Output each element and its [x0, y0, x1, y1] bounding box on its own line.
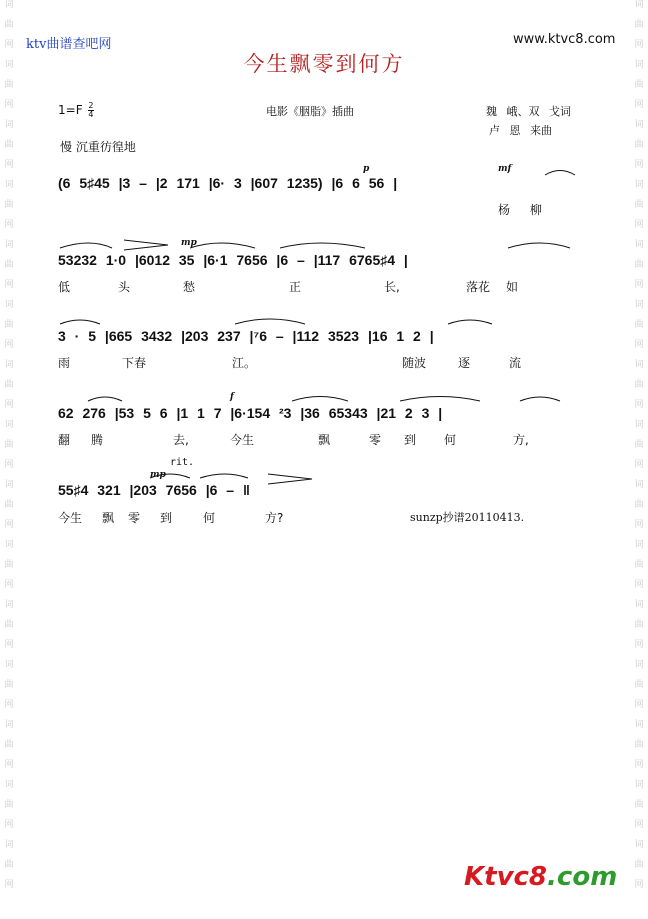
- lyric-syllable: 何: [444, 433, 457, 447]
- side-watermark-char: 网: [634, 100, 644, 110]
- side-watermark-char: 网: [634, 580, 644, 590]
- lyric-syllable: 零: [128, 511, 141, 525]
- lyric-syllable: 去,: [173, 433, 189, 447]
- side-watermark-char: 网: [4, 160, 14, 170]
- slur-mark: [190, 243, 255, 248]
- side-watermark-char: 曲: [4, 860, 14, 870]
- side-watermark-char: 网: [4, 760, 14, 770]
- side-watermark-char: 网: [4, 820, 14, 830]
- slur-mark: [448, 320, 492, 324]
- side-watermark-char: 词: [634, 240, 644, 250]
- lyrics-line-1: 杨 柳: [498, 203, 542, 217]
- side-watermark-char: 词: [4, 120, 14, 130]
- side-watermark-char: 曲: [634, 20, 644, 30]
- slur-mark: [292, 397, 348, 402]
- side-watermark-char: 网: [4, 220, 14, 230]
- slur-mark: [60, 243, 112, 248]
- score-line-4: 62 276 |53 5 6 |1 1 7 |6·154 ²3 |36 65343 |21 2 3 |: [58, 405, 443, 421]
- lyric-syllable: 雨: [58, 356, 71, 370]
- lyric-syllable: 逐: [458, 356, 471, 370]
- key-label: 1=F: [58, 103, 83, 117]
- side-watermark-char: 网: [4, 520, 14, 530]
- side-watermark-char: 曲: [4, 560, 14, 570]
- slur-mark: [150, 474, 190, 478]
- side-watermark-char: 曲: [634, 560, 644, 570]
- side-watermark-char: 曲: [4, 740, 14, 750]
- side-watermark-char: 曲: [634, 860, 644, 870]
- lyric-syllable: 腾: [91, 433, 104, 447]
- lyric-syllable: 到: [404, 433, 417, 447]
- side-watermark-char: 网: [634, 880, 644, 890]
- side-watermark-char: 网: [4, 460, 14, 470]
- side-watermark-char: 词: [634, 360, 644, 370]
- page-title: 今生飘零到何方: [243, 52, 405, 76]
- side-watermark-char: 网: [4, 700, 14, 710]
- side-watermark-char: 词: [4, 0, 14, 10]
- slur-mark: [200, 474, 248, 478]
- side-watermark-char: 词: [4, 660, 14, 670]
- site-url-right[interactable]: www.ktvc8.com: [513, 32, 616, 47]
- side-watermark-char: 词: [4, 720, 14, 730]
- site-logo[interactable]: [464, 862, 617, 892]
- slur-mark: [520, 397, 560, 401]
- side-watermark-char: 网: [634, 820, 644, 830]
- time-bottom: 4: [88, 110, 94, 119]
- lyricist-credit: 魏 峨、双 戈词: [486, 105, 571, 118]
- side-watermark-char: 曲: [4, 380, 14, 390]
- logo-main: Ktvc8: [464, 862, 548, 892]
- side-watermark-char: 网: [4, 880, 14, 890]
- slur-mark: [545, 171, 575, 176]
- side-watermark-char: 曲: [634, 800, 644, 810]
- dynamic-mf: mf: [498, 164, 512, 174]
- side-watermark-char: 词: [4, 360, 14, 370]
- side-watermark-char: 曲: [634, 140, 644, 150]
- slur-mark: [400, 397, 480, 402]
- side-watermark-char: 词: [4, 780, 14, 790]
- side-watermark-char: 网: [634, 340, 644, 350]
- side-watermark-char: 曲: [4, 260, 14, 270]
- lyric-syllable: 今生: [230, 433, 255, 447]
- score-line-2: 53232 1·0 |6012 35 |6·1 7656 |6 – |117 6765♯4 |: [58, 252, 408, 268]
- side-watermark-char: 词: [634, 480, 644, 490]
- subtitle: 电影《胭脂》插曲: [266, 105, 354, 118]
- side-watermark-char: 曲: [4, 80, 14, 90]
- side-watermark-char: 曲: [634, 380, 644, 390]
- lyric-syllable: 飘: [102, 511, 115, 525]
- side-watermark-char: 曲: [4, 500, 14, 510]
- lyric-syllable: 翻: [58, 433, 71, 447]
- side-watermark-char: 词: [4, 180, 14, 190]
- side-watermark-char: 曲: [634, 200, 644, 210]
- lyric-syllable: 如: [506, 280, 519, 294]
- side-watermark-char: 曲: [4, 680, 14, 690]
- lyric-syllable: 下春: [122, 356, 147, 370]
- lyric-syllable: 江。: [232, 356, 257, 370]
- side-watermark-char: 词: [634, 120, 644, 130]
- tempo-marking: 慢 沉重彷徨地: [60, 140, 136, 154]
- side-watermark-char: 网: [634, 280, 644, 290]
- slur-mark: [235, 319, 305, 324]
- side-watermark-char: 词: [4, 420, 14, 430]
- slur-mark: [88, 397, 122, 401]
- side-watermark-char: 词: [4, 480, 14, 490]
- ritardando-mark: rit.: [170, 457, 195, 468]
- side-watermark-char: 网: [4, 100, 14, 110]
- dynamic-p: p: [363, 164, 370, 174]
- side-watermark-char: 曲: [4, 620, 14, 630]
- side-watermark-char: 词: [4, 600, 14, 610]
- side-watermark-char: 词: [634, 840, 644, 850]
- score-line-3: 3 · 5 |665 3432 |203 237 |⁷6 – |112 3523 |16 1 2 |: [58, 328, 434, 344]
- lyric-syllable: 正: [289, 280, 302, 294]
- dynamic-mp: mp: [181, 238, 197, 248]
- side-watermark-char: 词: [4, 240, 14, 250]
- side-watermark-char: 网: [634, 640, 644, 650]
- side-watermark-char: 曲: [4, 20, 14, 30]
- side-watermark-char: 曲: [4, 800, 14, 810]
- side-watermark-char: 网: [4, 40, 14, 50]
- side-watermark-char: 词: [634, 60, 644, 70]
- side-watermark-char: 网: [4, 280, 14, 290]
- side-watermark-char: 词: [4, 60, 14, 70]
- side-watermark-char: 曲: [634, 620, 644, 630]
- lyric-syllable: 何: [203, 511, 216, 525]
- side-watermark-char: 曲: [634, 320, 644, 330]
- side-watermark-char: 曲: [634, 260, 644, 270]
- logo-tld: com: [556, 862, 618, 892]
- side-watermark-char: 网: [4, 640, 14, 650]
- score-line-1: (6 5♯45 |3 – |2 171 |6· 3 |607 1235) |6 6 56 |: [58, 175, 398, 191]
- composer-credit: 卢 恩 来曲: [489, 124, 552, 137]
- lyric-syllable: 飘: [318, 433, 331, 447]
- side-watermark-char: 词: [634, 300, 644, 310]
- crescendo-wedge: [124, 240, 168, 250]
- logo-dot: .: [547, 862, 557, 892]
- dynamic-f: f: [230, 392, 234, 402]
- side-watermark-char: 网: [634, 220, 644, 230]
- side-watermark-char: 网: [4, 340, 14, 350]
- side-watermark-char: 词: [634, 780, 644, 790]
- side-watermark-char: 曲: [634, 440, 644, 450]
- side-watermark-char: 网: [634, 40, 644, 50]
- side-watermark-char: 词: [634, 420, 644, 430]
- crescendo-wedge: [268, 474, 312, 484]
- transcriber-signature: sunzp抄谱20110413.: [410, 511, 525, 524]
- lyric-syllable: 方,: [513, 433, 529, 447]
- slur-mark: [280, 243, 365, 248]
- side-watermark-char: 曲: [634, 500, 644, 510]
- side-watermark-char: 词: [4, 840, 14, 850]
- lyric-syllable: 流: [509, 356, 522, 370]
- side-watermark-char: 网: [4, 580, 14, 590]
- lyric-syllable: 方?: [265, 511, 284, 525]
- lyric-syllable: 今生: [58, 511, 83, 525]
- lyric-syllable: 随波: [402, 356, 427, 370]
- score-line-5: 55♯4 321 |203 7656 |6 – ‖: [58, 482, 250, 498]
- side-watermark-char: 词: [4, 300, 14, 310]
- side-watermark-char: 词: [634, 180, 644, 190]
- lyric-syllable: 愁: [183, 280, 196, 294]
- side-watermark-char: 曲: [4, 200, 14, 210]
- lyric-syllable: 长,: [384, 280, 400, 294]
- side-watermark-char: 网: [634, 760, 644, 770]
- side-watermark-char: 词: [4, 540, 14, 550]
- side-watermark-char: 曲: [4, 440, 14, 450]
- lyric-syllable: 落花: [466, 280, 491, 294]
- time-top: 2: [88, 101, 94, 110]
- side-watermark-char: 词: [634, 660, 644, 670]
- side-watermark-char: 曲: [4, 140, 14, 150]
- side-watermark-char: 网: [634, 460, 644, 470]
- side-watermark-char: 网: [634, 520, 644, 530]
- side-watermark-char: 网: [634, 400, 644, 410]
- side-watermark-char: 词: [634, 720, 644, 730]
- lyric-syllable: 头: [118, 280, 131, 294]
- side-watermark-char: 曲: [634, 740, 644, 750]
- side-watermark-char: 曲: [634, 80, 644, 90]
- lyric-syllable: 低: [58, 280, 71, 294]
- side-watermark-char: 网: [634, 160, 644, 170]
- side-watermark-char: 曲: [4, 320, 14, 330]
- side-watermark-char: 词: [634, 0, 644, 10]
- site-name-left[interactable]: ktv曲谱查吧网: [26, 37, 112, 52]
- side-watermark-char: 词: [634, 600, 644, 610]
- side-watermark-char: 曲: [634, 680, 644, 690]
- side-watermark-char: 网: [4, 400, 14, 410]
- side-watermark-char: 网: [634, 700, 644, 710]
- slur-mark: [508, 243, 570, 248]
- slur-mark: [60, 320, 100, 324]
- dynamic-mp-2: mp: [150, 470, 166, 480]
- side-watermark-char: 词: [634, 540, 644, 550]
- lyric-syllable: 零: [369, 433, 382, 447]
- lyric-syllable: 到: [160, 511, 173, 525]
